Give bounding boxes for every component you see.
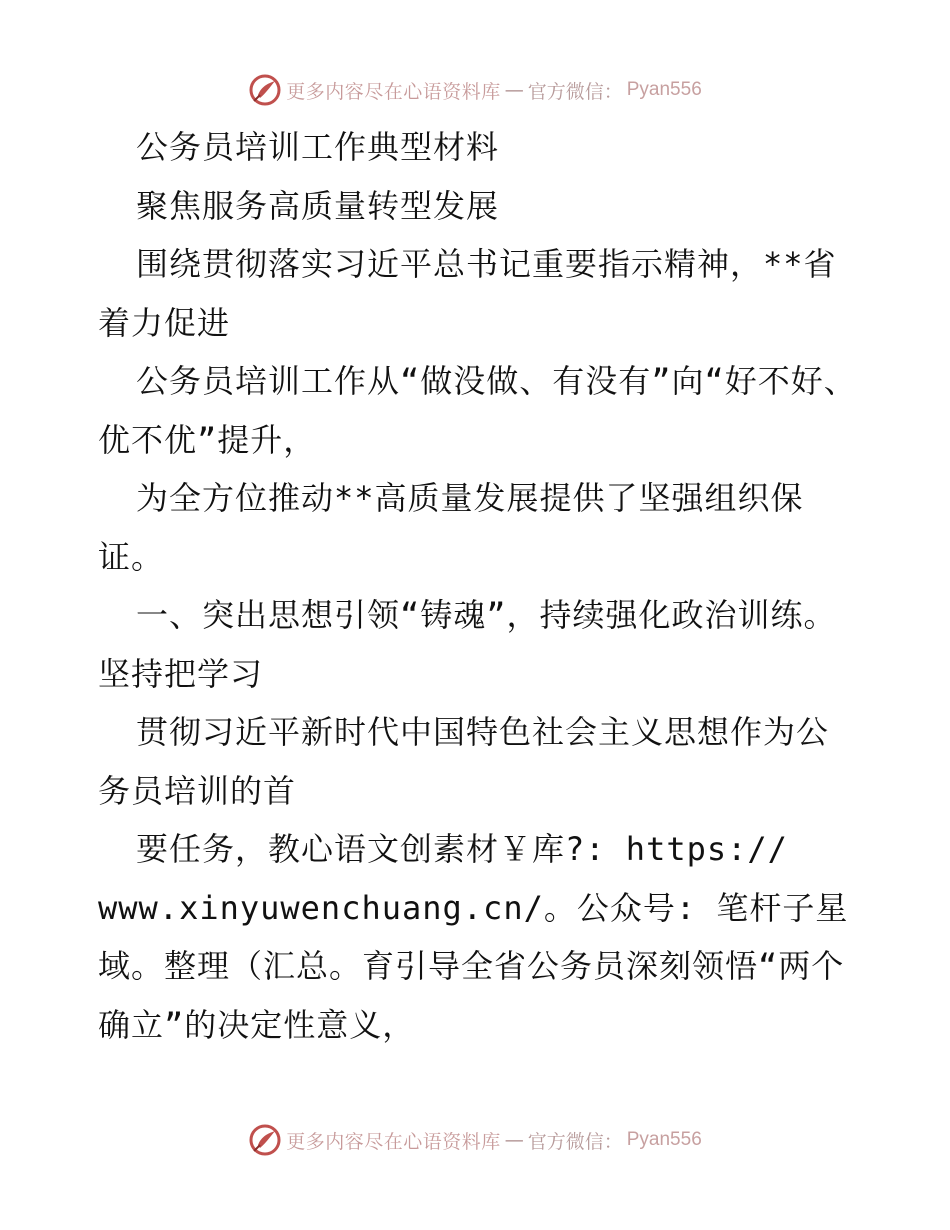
paragraph: 公务员培训工作从“做没做、有没有”向“好不好、优不优”提升， [98,362,857,459]
banner-wechat-label: 官方微信： [527,1130,623,1153]
document-title: 公务员培训工作典型材料 [136,128,500,166]
banner-dash: — [504,1129,524,1151]
document-subtitle: 聚焦服务高质量转型发展 [136,186,500,225]
banner-dash: — [504,79,524,101]
paragraph: 围绕贯彻落实习近平总书记重要指示精神，**省着力促进 [98,245,837,342]
footer-watermark-banner [0,1120,950,1160]
paragraph: www.xinyuwenchuang.cn/。公众号: 笔杆子星域。整理（汇总。育引导全省公务员深刻领悟“两个确立”的决定性意义， [98,888,849,1044]
banner-text: 更多内容尽在心语资料库 [286,80,501,103]
banner-wechat-id: Pyan556 [626,1129,702,1150]
banner-text: 更多内容尽在心语资料库 [286,1130,501,1153]
paragraph: 为全方位推动**高质量发展提供了坚强组织保证。 [98,479,804,576]
header-watermark-banner [0,70,950,110]
banner-wechat-id: Pyan556 [626,79,702,100]
paragraph: 贯彻习近平新时代中国特色社会主义思想作为公务员培训的首 [98,713,830,810]
paragraph: 要任务，教心语文创素材￥库?: https:// [136,830,788,868]
banner-wechat-label: 官方微信： [527,80,623,103]
brand-logo-icon [248,73,282,107]
document-body [98,118,858,1054]
section-heading-paragraph: 一、突出思想引领“铸魂”，持续强化政治训练。坚持把学习 [98,596,837,693]
brand-logo-icon [248,1123,282,1157]
